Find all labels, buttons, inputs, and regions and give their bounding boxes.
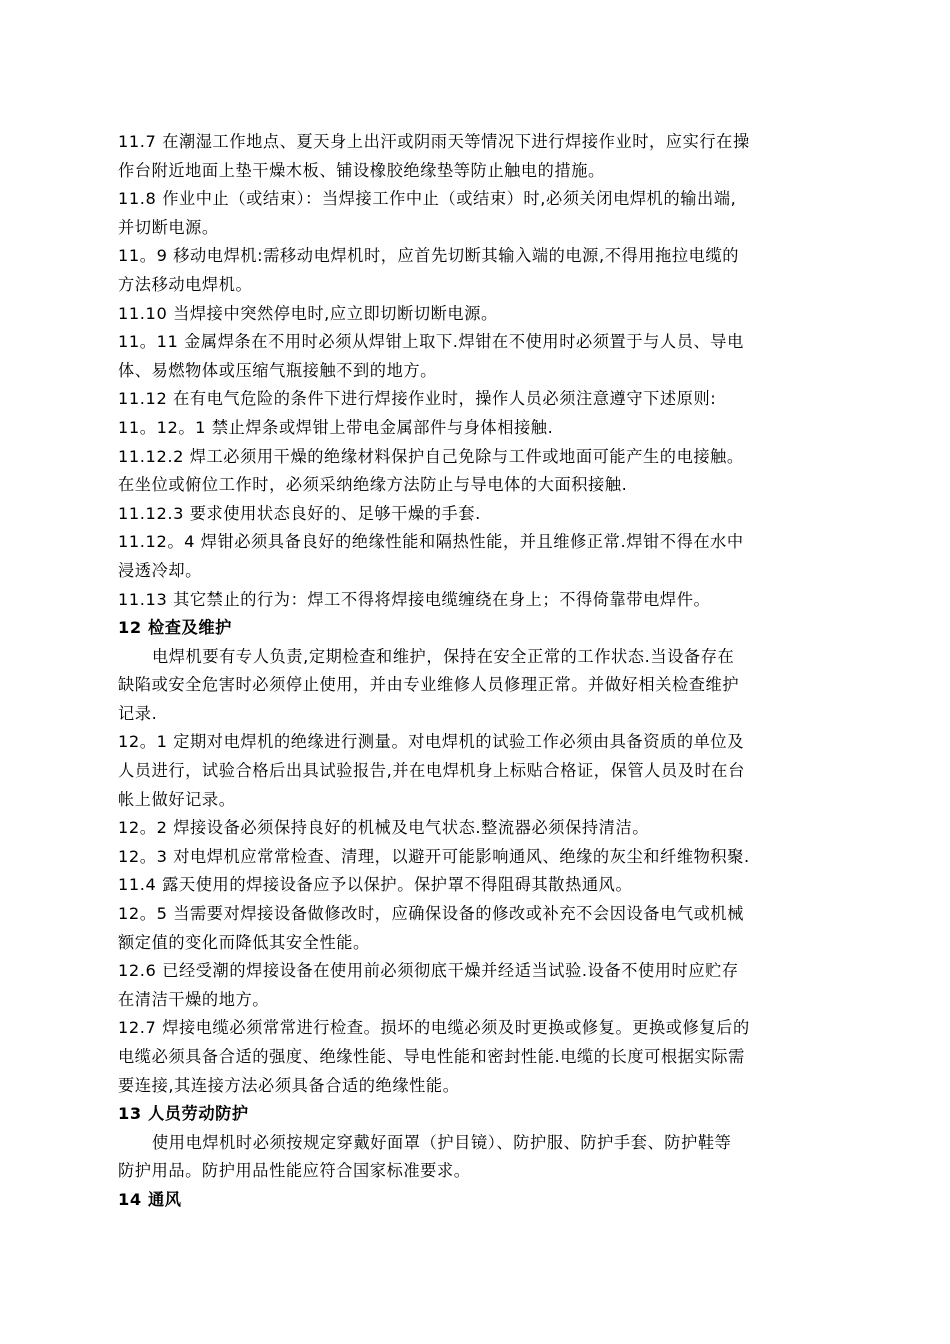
text-line: 防护用品。防护用品性能应符合国家标准要求。: [118, 1161, 471, 1181]
section-heading: [118, 1186, 838, 1215]
text-line: 12。3 对电焊机应常常检查、清理，以避开可能影响通风、绝缘的灰尘和纤维物积聚.: [118, 846, 750, 866]
text-line: 11.12。4 焊钳必须具备良好的绝缘性能和隔热性能，并且维修正常.焊钳不得在水中: [118, 532, 744, 552]
clause-paragraph: [118, 900, 838, 957]
text-line: 在清洁干燥的地方。: [118, 989, 270, 1009]
clause-paragraph: [118, 128, 838, 185]
text-line: 额定值的变化而降低其安全性能。: [118, 932, 370, 952]
section-heading: [118, 614, 838, 643]
clause-paragraph: [118, 957, 838, 1014]
clause-paragraph: [118, 814, 838, 843]
text-line: 11。9 移动电焊机:需移动电焊机时，应首先切断其输入端的电源,不得用拖拉电缆的: [118, 246, 740, 266]
clause-paragraph: [118, 300, 838, 329]
text-line: 14 通风: [118, 1189, 182, 1209]
clause-paragraph: [118, 185, 838, 242]
clause-paragraph: [118, 1014, 838, 1100]
text-line: 在坐位或俯位工作时，必须采纳绝缘方法防止与导电体的大面积接触.: [118, 475, 628, 495]
clause-paragraph: [118, 843, 838, 872]
text-line: 体、易燃物体或压缩气瓶接触不到的地方。: [118, 360, 437, 380]
text-line: 11.7 在潮湿工作地点、夏天身上出汗或阴雨天等情况下进行焊接作业时，应实行在操: [118, 132, 750, 151]
text-line: 11.12.2 焊工必须用干燥的绝缘材料保护自己免除与工件或地面可能产生的电接触。: [118, 446, 744, 466]
text-line: 12.7 焊接电缆必须常常进行检查。损坏的电缆必须及时更换或修复。更换或修复后的: [118, 1018, 750, 1038]
text-line: 方法移动电焊机。: [118, 274, 253, 294]
body-paragraph: [118, 1129, 838, 1186]
text-line: 使用电焊机时必须按规定穿戴好面罩（护目镜）、防护服、防护手套、防护鞋等: [152, 1132, 732, 1152]
text-line: 13 人员劳动防护: [118, 1104, 249, 1124]
text-line: 帐上做好记录。: [118, 789, 236, 809]
document-page: [118, 128, 838, 1215]
text-line: 记录.: [118, 703, 158, 723]
text-line: 浸透冷却。: [118, 560, 202, 580]
clause-paragraph: [118, 385, 838, 414]
text-line: 11。11 金属焊条在不用时必须从焊钳上取下.焊钳在不使用时必须置于与人员、导电: [118, 332, 744, 352]
clause-paragraph: [118, 328, 838, 385]
body-paragraph: [118, 643, 838, 729]
clause-paragraph: [118, 528, 838, 585]
text-line: 11.10 当焊接中突然停电时,应立即切断切断电源。: [118, 303, 498, 323]
clause-paragraph: [118, 871, 838, 900]
clause-paragraph: [118, 586, 838, 615]
text-line: 要连接,其连接方法必须具备合适的绝缘性能。: [118, 1075, 460, 1095]
text-line: 11.4 露天使用的焊接设备应予以保护。保护罩不得阻碍其散热通风。: [118, 875, 633, 895]
text-line: 11.13 其它禁止的行为：焊工不得将焊接电缆缠绕在身上；不得倚靠带电焊件。: [118, 589, 711, 609]
clause-paragraph: [118, 242, 838, 299]
text-line: 12。2 焊接设备必须保持良好的机械及电气状态.整流器必须保持清洁。: [118, 818, 650, 838]
text-line: 并切断电源。: [118, 217, 219, 237]
text-line: 12.6 已经受潮的焊接设备在使用前必须彻底干燥并经适当试验.设备不使用时应贮存: [118, 961, 739, 981]
clause-paragraph: [118, 443, 838, 500]
text-line: 11。12。1 禁止焊条或焊钳上带电金属部件与身体相接触.: [118, 417, 554, 437]
clause-paragraph: [118, 728, 838, 814]
clause-paragraph: [118, 500, 838, 529]
text-line: 12。1 定期对电焊机的绝缘进行测量。对电焊机的试验工作必须由具备资质的单位及: [118, 732, 745, 752]
clause-paragraph: [118, 414, 838, 443]
text-line: 12 检查及维护: [118, 618, 232, 638]
section-heading: [118, 1100, 838, 1129]
text-line: 12。5 当需要对焊接设备做修改时，应确保设备的修改或补充不会因设备电气或机械: [118, 904, 745, 924]
text-line: 电缆必须具备合适的强度、绝缘性能、导电性能和密封性能.电缆的长度可根据实际需: [118, 1047, 745, 1066]
text-line: 11.12 在有电气危险的条件下进行焊接作业时，操作人员必须注意遵守下述原则:: [118, 389, 717, 409]
text-line: 缺陷或安全危害时必须停止使用，并由专业维修人员修理正常。并做好相关检查维护: [118, 675, 740, 695]
text-line: 电焊机要有专人负责,定期检查和维护，保持在安全正常的工作状态.当设备存在: [152, 646, 735, 666]
text-line: 作台附近地面上垫干燥木板、铺设橡胶绝缘垫等防止触电的措施。: [118, 160, 605, 180]
text-line: 11.12.3 要求使用状态良好的、足够干燥的手套.: [118, 503, 481, 523]
text-line: 11.8 作业中止（或结束）：当焊接工作中止（或结束）时,必须关闭电焊机的输出端,: [118, 189, 737, 209]
text-line: 人员进行，试验合格后出具试验报告,并在电焊机身上标贴合格证，保管人员及时在台: [118, 761, 745, 781]
